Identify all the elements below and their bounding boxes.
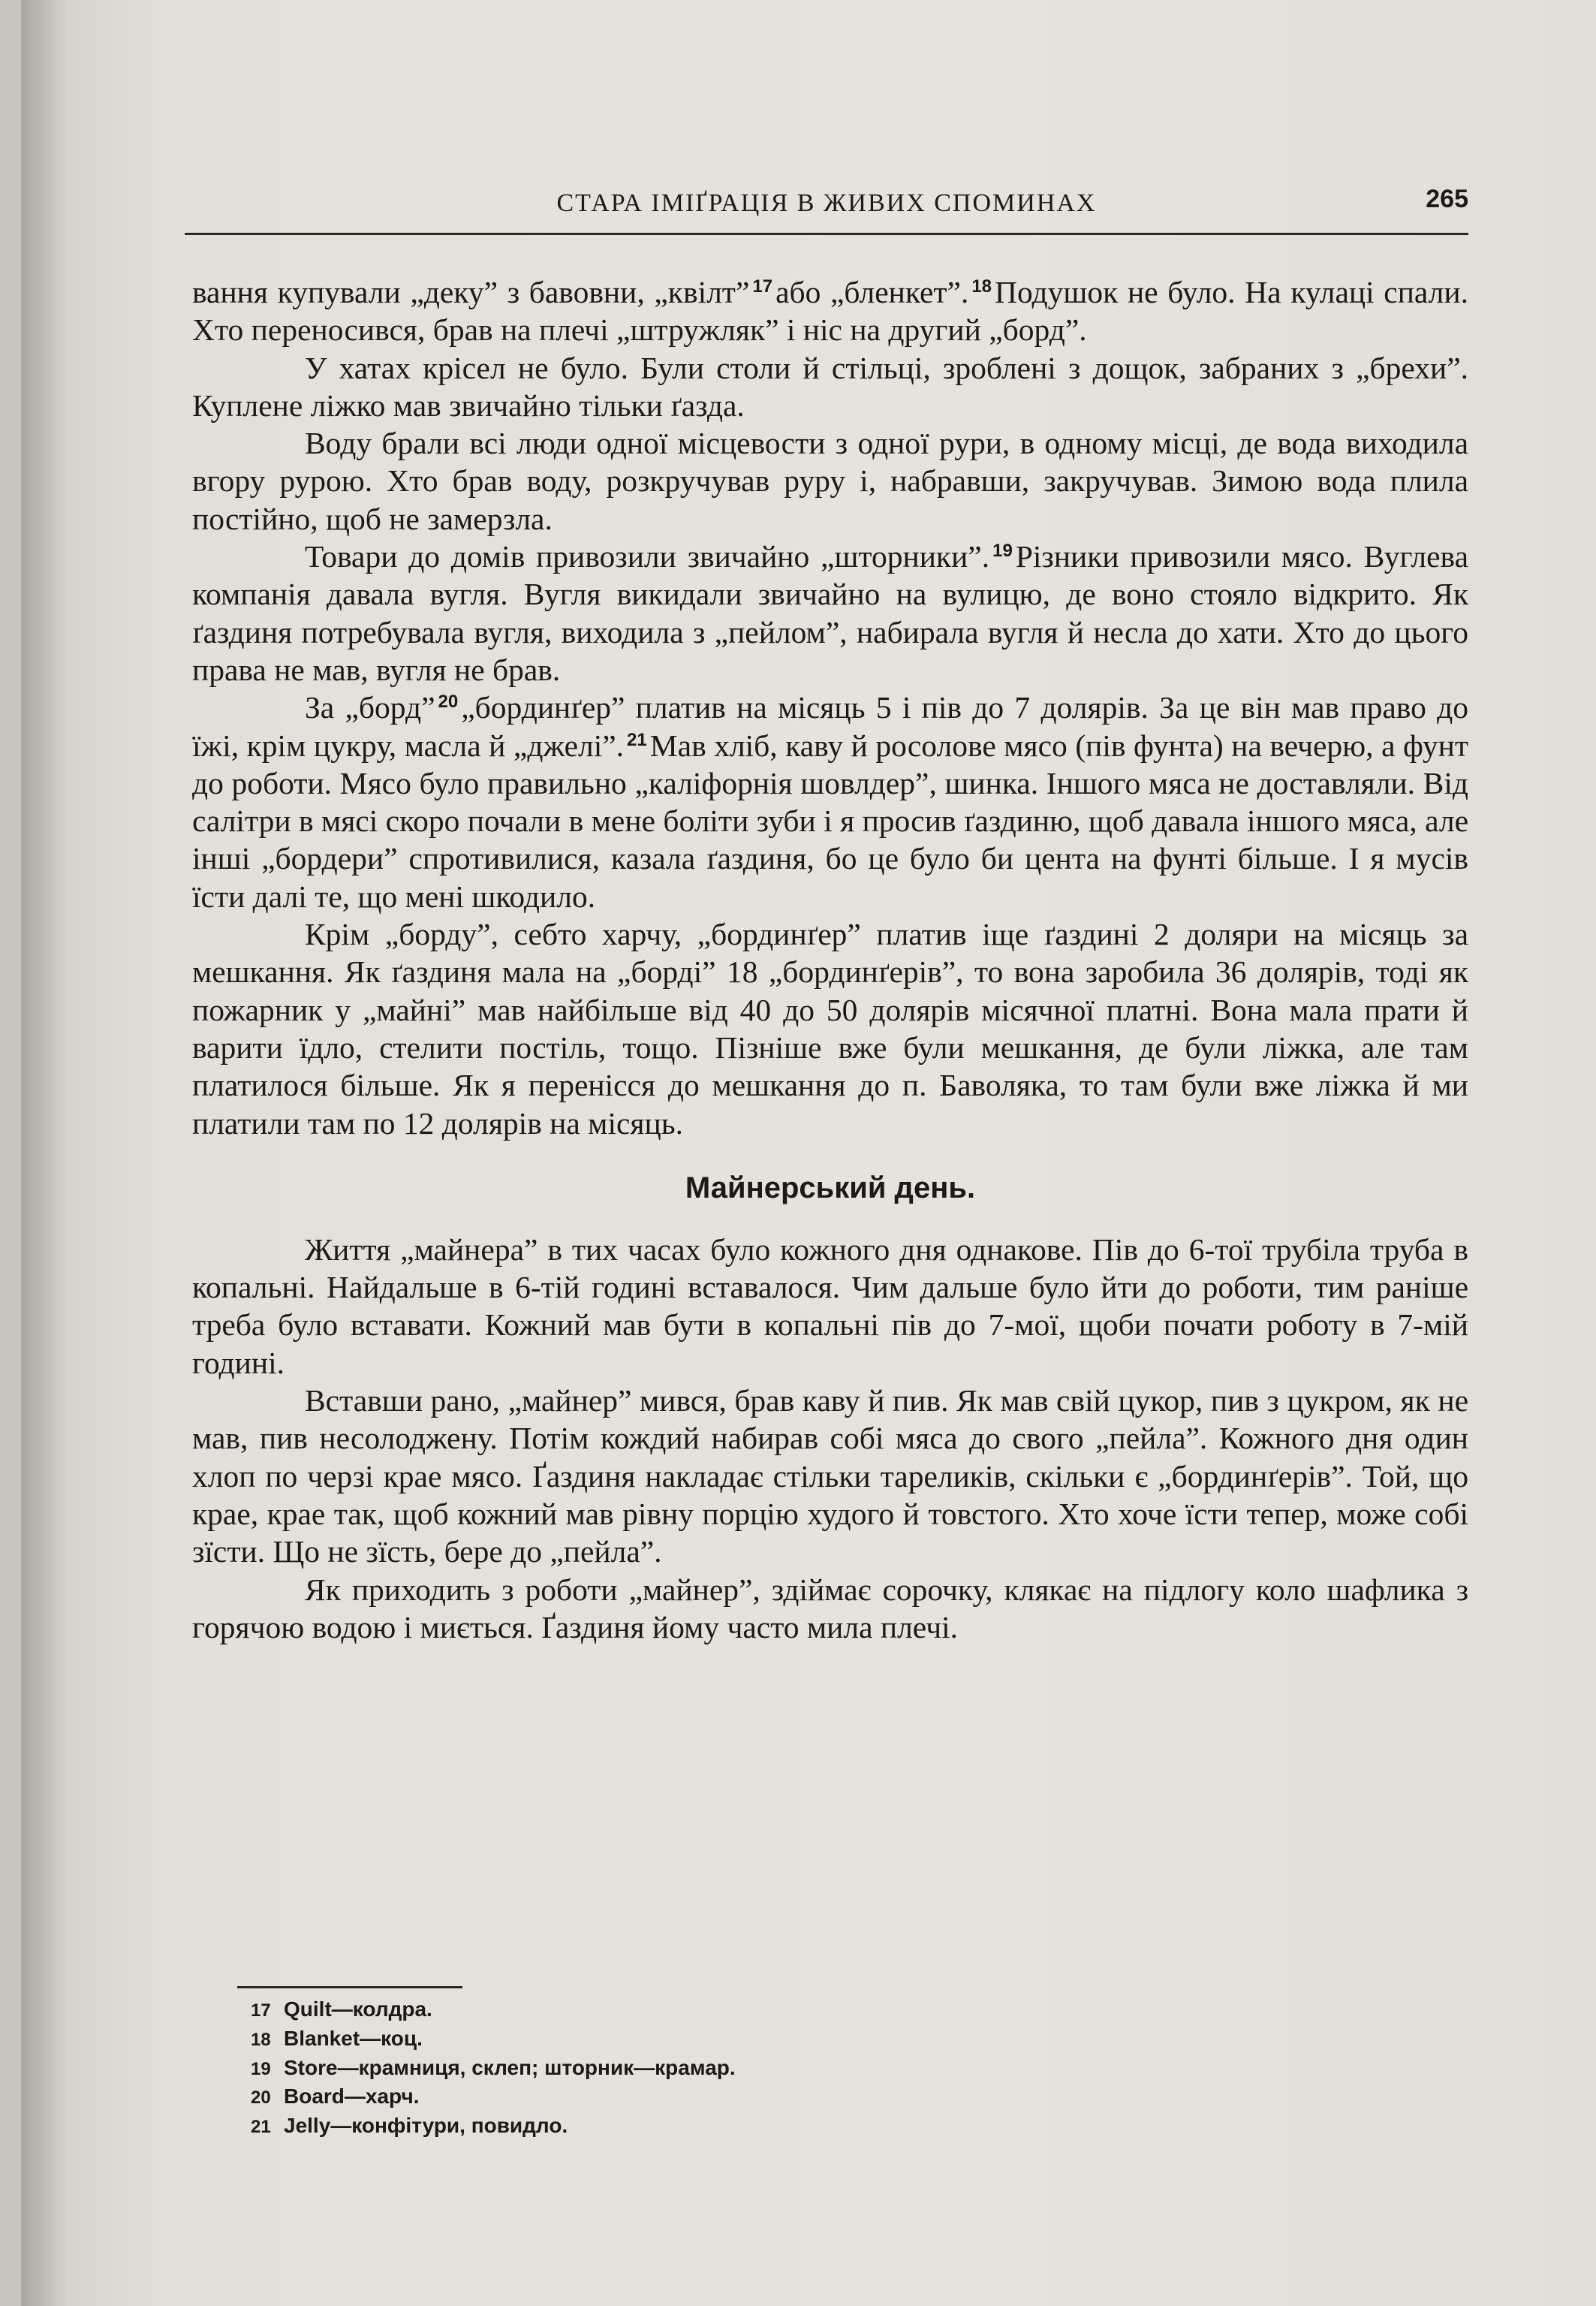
footnote-divider [237, 1986, 462, 1988]
running-header [185, 180, 1468, 235]
footnote-number: 20 [251, 2087, 271, 2109]
footnote-text: Store—крамниця, склеп; шторник—крамар. [284, 2055, 736, 2079]
running-title: СТАРА ІМІҐРАЦІЯ В ЖИВИХ СПОМИНАХ [556, 189, 1097, 217]
footnote-item [251, 2025, 1227, 2054]
footnote-item [251, 2083, 1227, 2112]
paragraph-1-text-c: Подушок не було. На кулаці спали. Хто переносився, брав на плечі „штружляк” і ніс на другий „борд”. [192, 275, 1468, 348]
footnote-item [251, 1996, 1227, 2025]
paragraph-1-text-a: вання купували „деку” з бавовни, „квілт” [192, 275, 750, 309]
paragraph-4 [192, 538, 1468, 689]
paragraph-3: Воду брали всі люди одної місцевости з одної рури, в одному місці, де вода виходила вгору рурою. Хто брав воду, розкручував руру і, набравши, закручував. Зимою вода плила постійно, щоб не замерзла. [192, 426, 1468, 536]
paragraph-5-text-b: „бординґер” платив на місяць 5 і пів до 7 долярів. За це він мав право до їжі, крім цукру, масла й „джелі”. [192, 690, 1469, 763]
footnote-text: Blanket—коц. [284, 2026, 423, 2050]
paragraph-8: Вставши рано, „майнер” мився, брав каву й пив. Як мав свій цукор, пив з цукром, як не мав, пив несолоджену. Потім кождий набирав собі мяса до свого „пейла”. Кожного дня один хлоп по черзі краe мясо. Ґаздиня накладає стільки тареликів, скільки є „бординґерів”. Той, що краe, краe так, щоб кожний мав рівну порцію худого й товстого. Хто хоче їсти тепер, може собі зїсти. Що не зїсть, бере до „пейла”. [192, 1383, 1468, 1569]
paragraph-9: Як приходить з роботи „майнер”, здіймає сорочку, клякає на підлогу коло шафлика з горячою водою і миється. Ґаздиня йому часто мила плечі. [192, 1572, 1468, 1644]
footnote-number: 18 [251, 2029, 271, 2050]
footnote-ref-21: 21 [627, 729, 647, 750]
paragraph-1-text-b: або „бленкет”. [775, 275, 969, 309]
footnote-number: 17 [251, 2000, 271, 2021]
footnote-text: Board—харч. [284, 2084, 420, 2109]
footnote-ref-19: 19 [992, 541, 1013, 562]
page-number: 265 [1426, 185, 1468, 213]
book-page [21, 0, 1596, 2306]
footnotes-list [251, 1996, 1227, 2142]
footnote-text: Jelly—конфітури, повидло. [284, 2114, 568, 2138]
paragraph-4-text-b: Різники привозили мясо. Вуглева компанія давала вугля. Вугля викидали звичайно на вулицю, де воно стояло відкрито. Як ґаздиня потребувала вугля, виходила з „пейлом”, набирала вугля й несла до хати. Хто до цього права не мав, вугля не брав. [192, 539, 1468, 687]
footnote-text: Quilt—колдра. [284, 1997, 432, 2021]
footnote-item [251, 2054, 1227, 2084]
footnote-ref-20: 20 [438, 692, 459, 713]
paragraph-5-text-c: Мав хліб, каву й росолове мясо (пів фунта) на вечерю, а фунт до роботи. Мясо було правильно „каліфорнія шовлдер”, шинка. Іншого мяса не доставляли. Від салітри в мясі скоро почали в мене боліти зуби і я просив ґаздиню, щоб давала іншого мяса, але інші „бордери” спротивилися, казала ґаздиня, бо це було би цента на фунті більше. І я мусів їсти далі те, що мені шкодило. [192, 728, 1468, 914]
footnote-item [251, 2112, 1227, 2142]
section-heading: Майнерський день. [685, 1171, 976, 1204]
paragraph-5 [192, 689, 1468, 915]
paragraph-7: Життя „майнера” в тих часах було кожного дня однакове. Пів до 6-тої трубіла труба в копальні. Найдальше в 6-тій годині вставалося. Чим дальше було йти до роботи, тим раніше треба було вставати. Кожний мав бути в копальні пів до 7-мої, щоби почати роботу в 7-мій годині. [192, 1231, 1468, 1380]
footnote-number: 21 [251, 2117, 271, 2138]
footnote-ref-17: 17 [752, 276, 773, 297]
paragraph-6: Крім „борду”, себто харчу, „бординґер” платив іще ґаздині 2 доляри на місяць за мешкання. Як ґаздиня мала на „борді” 18 „бординґерів”, то вона заробила 36 долярів, тоді як пожарник у „майні” мав найбільше від 40 до 50 долярів місячної платні. Вона мала прати й варити їдло, стелити постіль, тощо. Пізніше вже були мешкання, де були ліжка, але там платилося більше. Як я перенісся до мешкання до п. Баволяка, то там були вже ліжка й ми платили там по 12 долярів на місяць. [192, 917, 1468, 1141]
paragraph-1 [192, 273, 1468, 349]
body-text [192, 273, 1468, 1646]
footnote-ref-18: 18 [971, 276, 992, 297]
paragraph-2: У хатах крісел не було. Були столи й стільці, зроблені з дощок, забраних з „брехи”. Куплене ліжко мав звичайно тільки ґазда. [192, 350, 1468, 423]
paragraph-5-text-a: За „борд” [305, 690, 435, 725]
footnote-number: 19 [251, 2058, 271, 2079]
paragraph-4-text-a: Товари до домів привозили звичайно „шторники”. [305, 539, 990, 574]
